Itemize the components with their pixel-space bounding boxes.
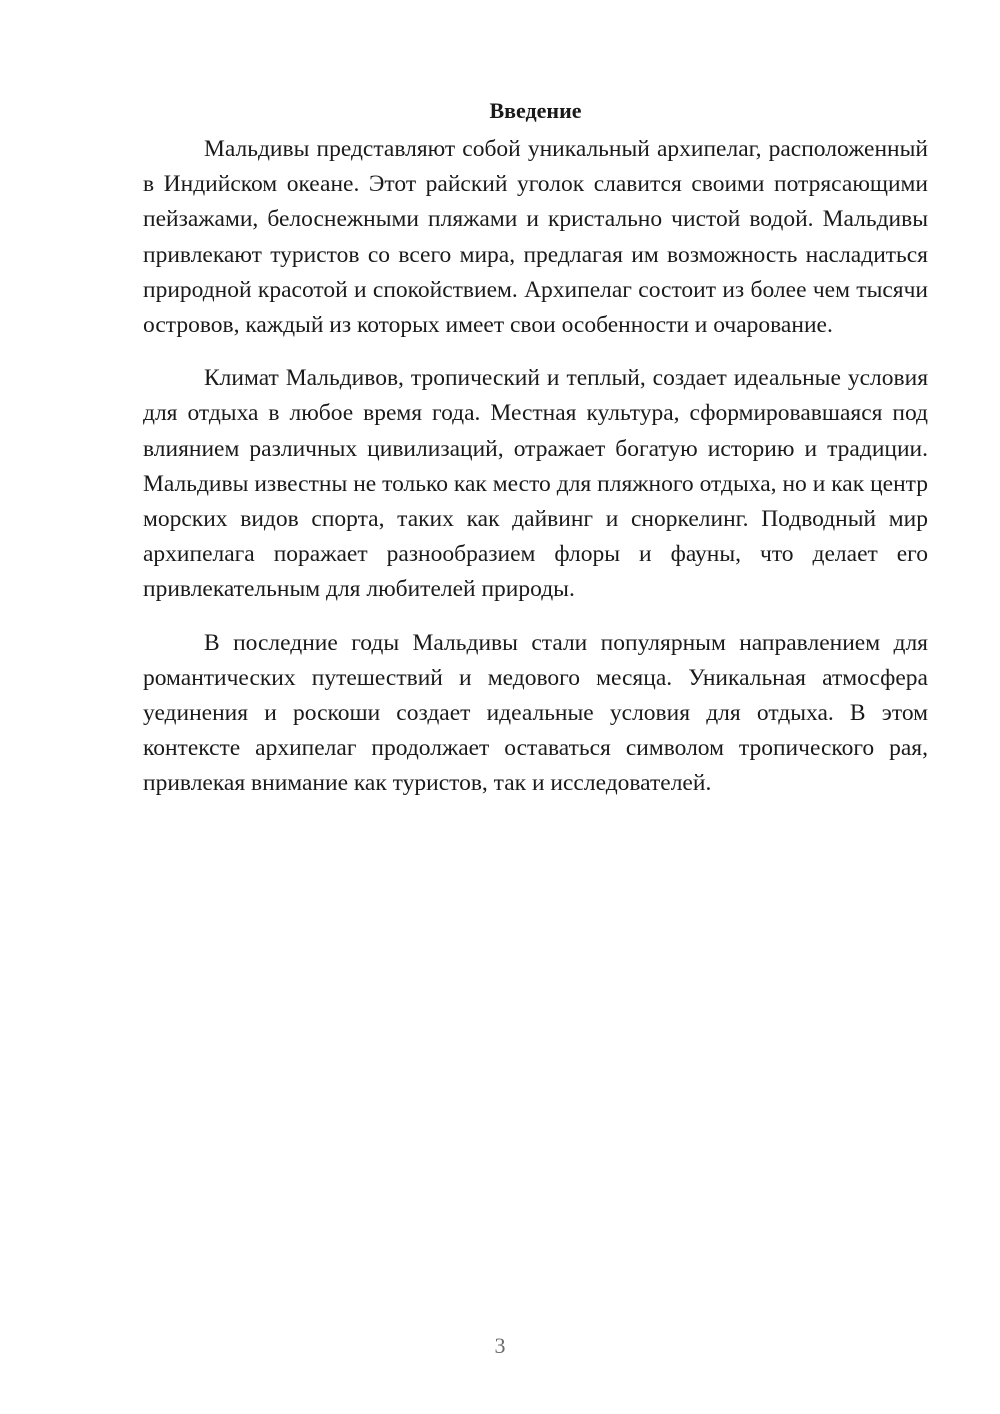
- paragraph-climate: Климат Мальдивов, тропический и теплый, создает идеальные условия для отдыха в любое время года. Местная культура, сформировавшаяся под влиянием различных цивилизаций, отражает богатую историю и традиции. Мальдивы известны не только как место для пляжного отдыха, но и как центр морских видов спорта, таких как дайвинг и сноркелинг. Подводный мир архипелага поражает разнообразием флоры и фауны, что делает его привлекательным для любителей природы.: [143, 365, 928, 603]
- page-number: 3: [494, 1333, 506, 1358]
- page-content: [143, 96, 928, 820]
- paragraph-tourism: В последние годы Мальдивы стали популярным направлением для романтических путешествий и медового месяца. Уникальная атмосфера уединения и роскоши создает идеальные условия для отдыха. В этом контексте архипелаг продолжает оставаться символом тропического рая, привлекая внимание как туристов, так и исследователей.: [143, 629, 928, 797]
- paragraph-intro: Мальдивы представляют собой уникальный архипелаг, расположенный в Индийском океане. Этот райский уголок славится своими потрясающими пейзажами, белоснежными пляжами и кристально чистой водой. Мальдивы привлекают туристов со всего мира, предлагая им возможность насладиться природной красотой и спокойствием. Архипелаг состоит из более чем тысячи островов, каждый из которых имеет свои особенности и очарование.: [143, 136, 928, 339]
- section-heading: Введение: [489, 98, 582, 123]
